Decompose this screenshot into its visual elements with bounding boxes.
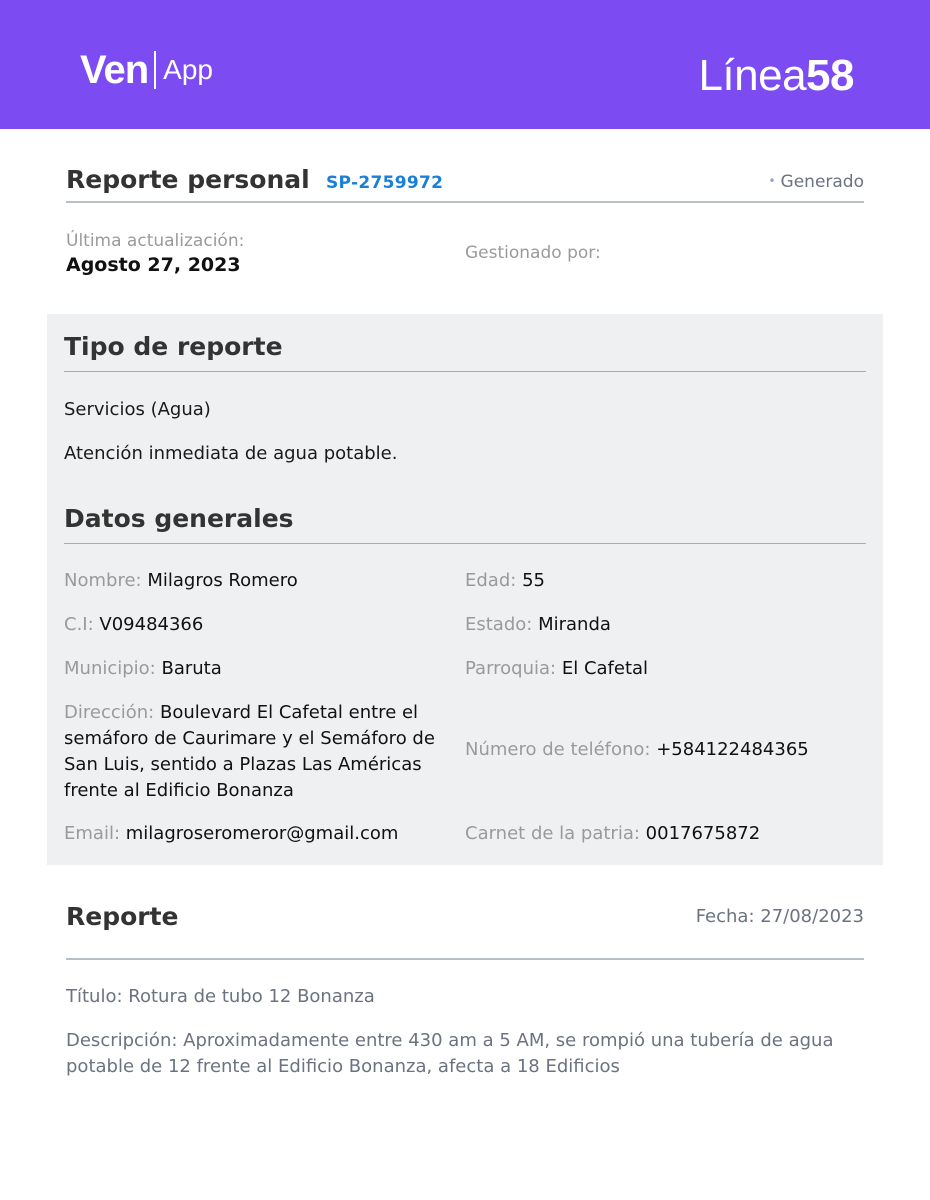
field-municipio: [64, 656, 222, 682]
linea58-logo: [698, 51, 854, 100]
direccion-value: Boulevard El Cafetal entre el semáforo de Caurimare y el Semáforo de San Luis, sentido a Plazas Las Américas frente al Edificio Bonanza: [64, 702, 435, 801]
details-panel: [47, 314, 883, 865]
carnet-value: 0017675872: [645, 823, 761, 844]
direccion-label: Dirección:: [64, 702, 155, 723]
field-carnet: [465, 821, 760, 847]
email-value: milagroseromeror@gmail.com: [125, 823, 399, 844]
ci-label: C.I:: [64, 614, 94, 635]
logo-linea-text: Línea: [698, 51, 807, 100]
status-text: Generado: [780, 172, 864, 192]
report-type-description: Atención inmediata de agua potable.: [64, 443, 398, 464]
report-type-divider: [64, 371, 866, 372]
updated-label: Última actualización:: [66, 231, 245, 251]
report-description-line: Descripción: Aproximadamente entre 430 am a 5 AM, se rompió una tubería de agua potable de 12 frente al Edificio Bonanza, afecta a 18 Edificios: [66, 1030, 834, 1077]
estado-label: Estado:: [465, 614, 533, 635]
nombre-value: Milagros Romero: [147, 570, 298, 591]
logo-58-text: 58: [806, 51, 854, 100]
status-dot-icon: •: [768, 174, 776, 188]
municipio-value: Baruta: [161, 658, 222, 679]
status-badge: [768, 172, 864, 192]
venapp-logo: [80, 50, 213, 90]
report-section-title: Reporte: [66, 902, 179, 931]
edad-label: Edad:: [465, 570, 517, 591]
report-type-title: Tipo de reporte: [64, 332, 283, 361]
field-telefono: [465, 737, 809, 763]
report-title-line: Título: Rotura de tubo 12 Bonanza: [66, 986, 375, 1007]
nombre-label: Nombre:: [64, 570, 142, 591]
parroquia-value: El Cafetal: [561, 658, 649, 679]
field-nombre: [64, 568, 298, 594]
telefono-label: Número de teléfono:: [465, 739, 651, 760]
report-title-row: [66, 163, 864, 203]
logo-ven-text: Ven: [80, 48, 149, 92]
logo-app-text: App: [163, 54, 213, 85]
field-estado: [465, 612, 611, 638]
telefono-value: +584122484365: [656, 739, 809, 760]
ci-value: V09484366: [99, 614, 204, 635]
report-divider: [66, 958, 864, 960]
managed-by-label: Gestionado por:: [465, 243, 601, 263]
estado-value: Miranda: [538, 614, 611, 635]
field-direccion: [64, 700, 462, 804]
general-data-divider: [64, 543, 866, 544]
page-title: Reporte personal: [66, 165, 310, 194]
field-ci: [64, 612, 203, 638]
edad-value: 55: [522, 570, 545, 591]
parroquia-label: Parroquia:: [465, 658, 557, 679]
field-edad: [465, 568, 545, 594]
app-header: [0, 0, 930, 129]
field-parroquia: [465, 656, 648, 682]
report-date: Fecha: 27/08/2023: [695, 906, 864, 927]
carnet-label: Carnet de la patria:: [465, 823, 640, 844]
report-id: SP-2759972: [326, 173, 444, 193]
email-label: Email:: [64, 823, 121, 844]
updated-value: Agosto 27, 2023: [66, 254, 241, 276]
municipio-label: Municipio:: [64, 658, 156, 679]
general-data-title: Datos generales: [64, 504, 294, 533]
report-category: Servicios (Agua): [64, 399, 211, 420]
field-email: [64, 821, 398, 847]
logo-divider: [154, 51, 156, 89]
